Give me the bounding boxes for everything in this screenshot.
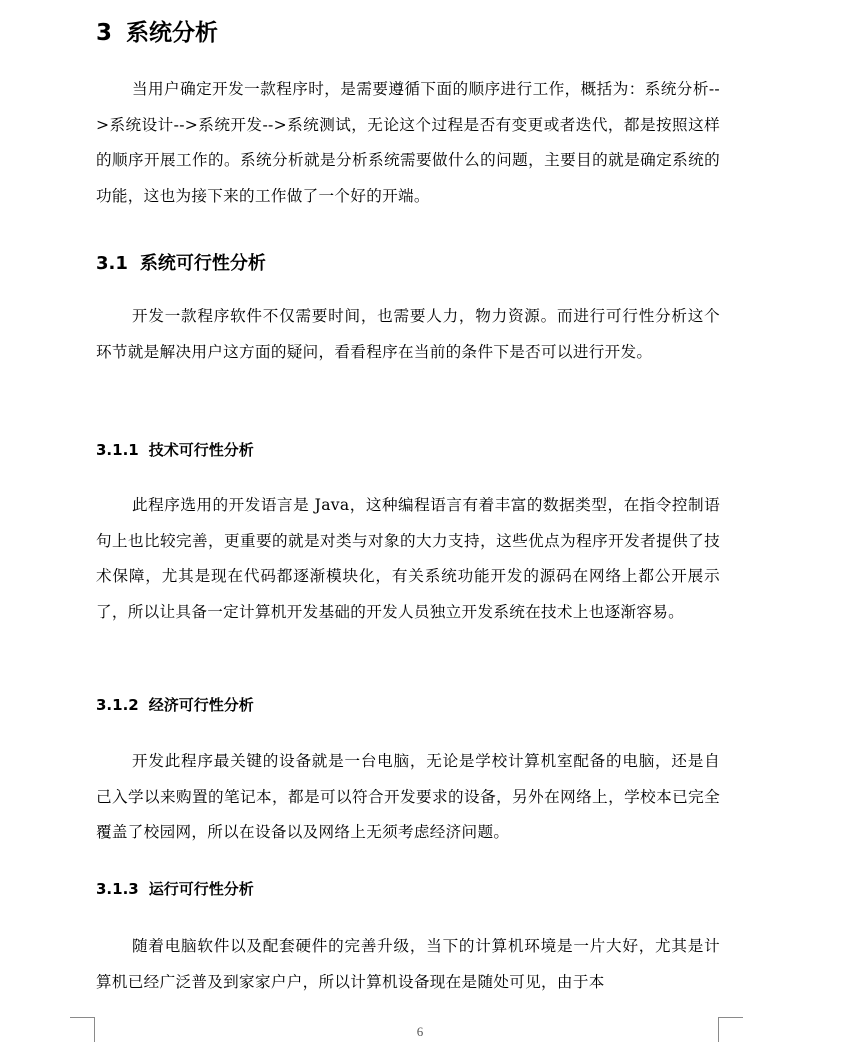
subsection-number: 3.1 [96,253,128,274]
page-corner-mark-right [718,1017,743,1042]
economic-feasibility-paragraph: 开发此程序最关键的设备就是一台电脑，无论是学校计算机室配备的电脑，还是自己入学以来购置的笔记本，都是可以符合开发要求的设备，另外在网络上，学校本已完全覆盖了校园网，所以在设备以及网络上无须考虑经济问题。 [96,752,720,841]
section-number: 3 [96,20,113,46]
technical-number: 3.1.1 [96,441,139,459]
feasibility-paragraph: 开发一款程序软件不仅需要时间，也需要人力，物力资源。而进行可行性分析这个环节就是解决用户这方面的疑问，看看程序在当前的条件下是否可以进行开发。 [96,307,720,361]
operational-title: 运行可行性分析 [148,880,254,898]
technical-feasibility-heading [96,437,254,463]
operational-feasibility-heading [96,876,254,902]
technical-feasibility-paragraph: 此程序选用的开发语言是 Java，这种编程语言有着丰富的数据类型，在指令控制语句上也比较完善，更重要的就是对类与对象的大力支持，这些优点为程序开发者提供了技术保障，尤其是现在代码都逐渐模块化，有关系统功能开发的源码在网络上都公开展示了，所以让具备一定计算机开发基础的开发人员独立开发系统在技术上也逐渐容易。 [96,496,720,621]
operational-number: 3.1.3 [96,880,139,898]
economic-title: 经济可行性分析 [148,696,254,714]
economic-number: 3.1.2 [96,696,139,714]
subsection-title: 系统可行性分析 [139,253,266,274]
section-title: 系统分析 [126,20,219,46]
economic-feasibility-heading [96,692,254,718]
section-heading [96,14,218,52]
operational-feasibility-paragraph: 随着电脑软件以及配套硬件的完善升级，当下的计算机环境是一片大好，尤其是计算机已经广泛普及到家家户户，所以计算机设备现在是随处可见，由于本 [96,937,720,991]
subsection-heading [96,249,266,279]
page-corner-mark-left [70,1017,95,1042]
technical-title: 技术可行性分析 [148,441,254,459]
page-number: 6 [416,1024,424,1039]
section-intro-paragraph: 当用户确定开发一款程序时，是需要遵循下面的顺序进行工作，概括为：系统分析-->系统设计-->系统开发-->系统测试，无论这个过程是否有变更或者迭代，都是按照这样的顺序开展工作的。系统分析就是分析系统需要做什么的问题，主要目的就是确定系统的功能，这也为接下来的工作做了一个好的开端。 [96,80,720,205]
